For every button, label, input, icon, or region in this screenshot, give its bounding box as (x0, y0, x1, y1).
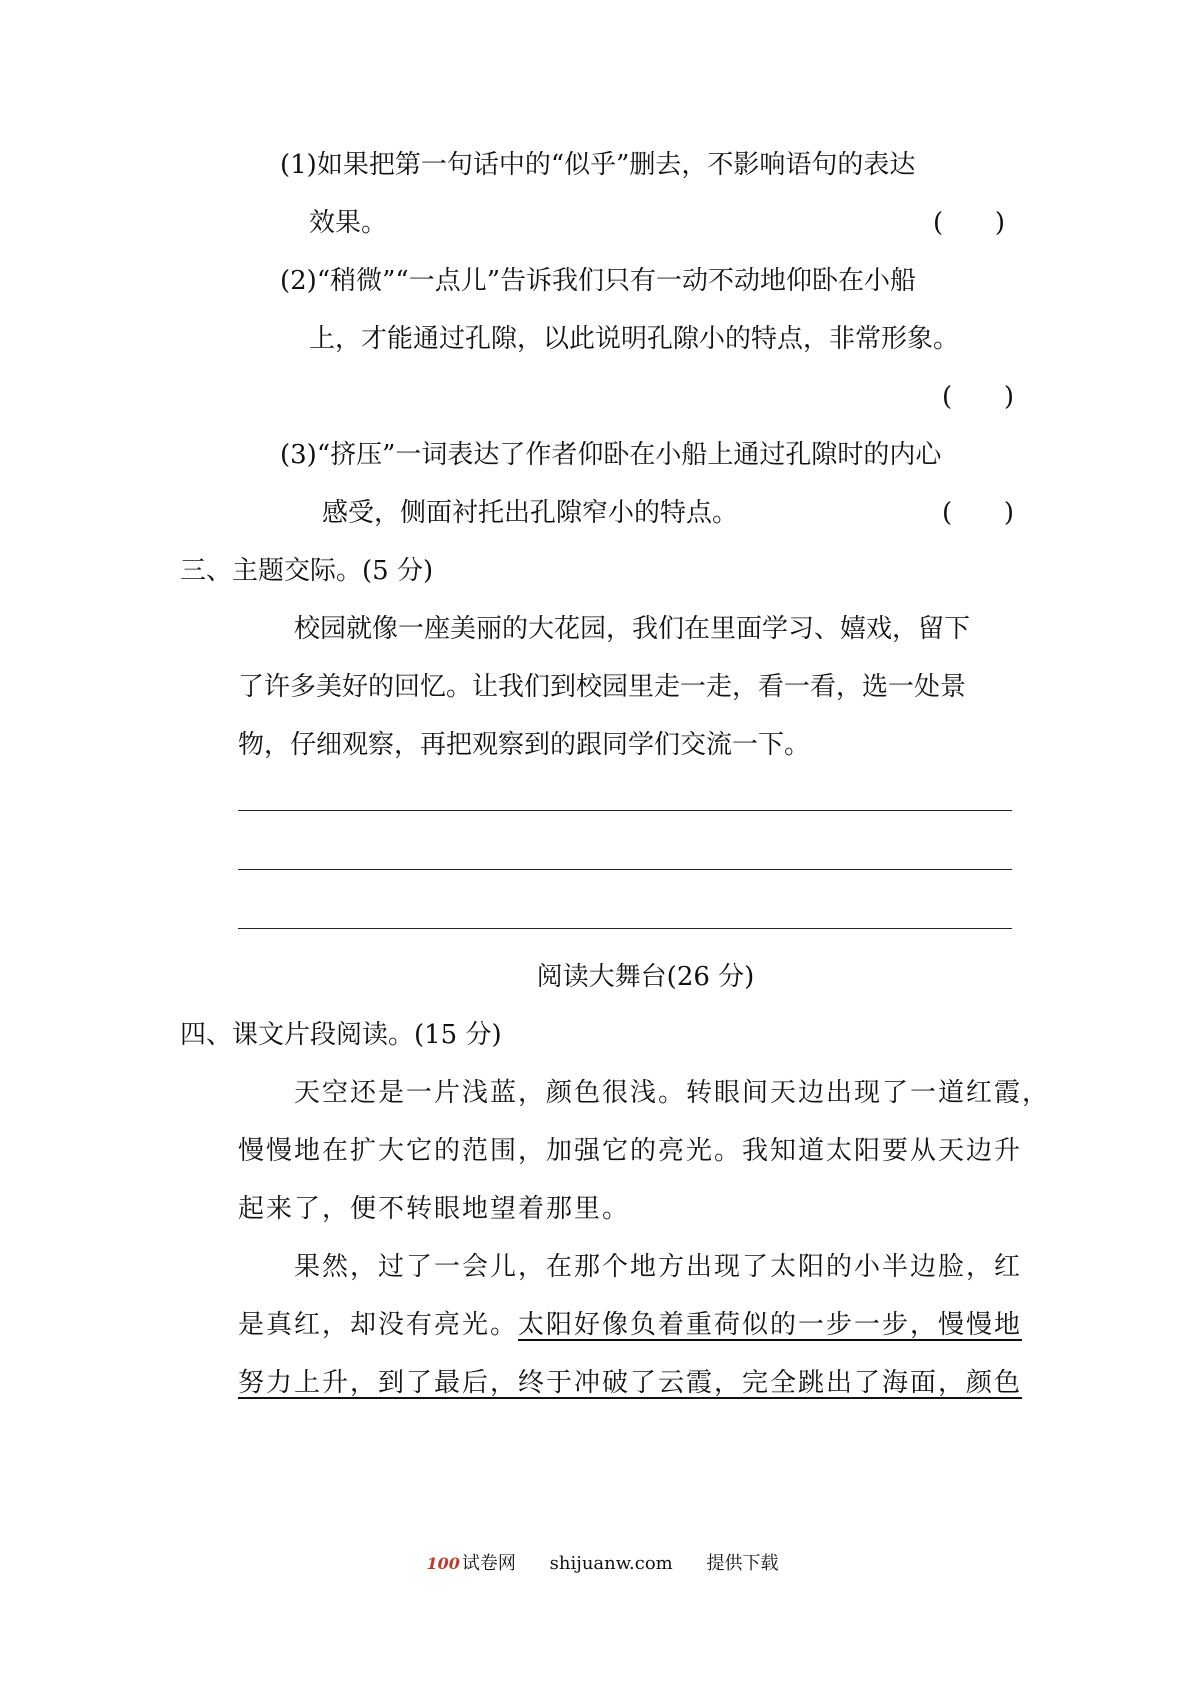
section-4-title: 四、课文片段阅读。(15 分) (180, 1020, 502, 1050)
section-3-text-line-1: 校园就像一座美丽的大花园，我们在里面学习、嬉戏，留下 (294, 614, 971, 644)
question-1-line-2: 效果。 (309, 208, 388, 238)
paren-open: ( (942, 498, 953, 528)
paren-open: ( (933, 208, 944, 238)
passage-p1-line-3: 起来了，便不转眼地望着那里。 (238, 1194, 631, 1224)
section-3-text-line-2: 了许多美好的回忆。让我们到校园里走一走，看一看，选一处景 (238, 672, 967, 702)
question-3-line-1: (3)“挤压”一词表达了作者仰卧在小船上通过孔隙时的内心 (280, 440, 942, 470)
paren-close: ) (994, 208, 1005, 238)
section-3-text-line-3: 物，仔细观察，再把观察到的跟同学们交流一下。 (238, 730, 811, 760)
passage-p1-line-1: 天空还是一片浅蓝，颜色很浅。转眼间天边出现了一道红霞， (294, 1078, 1051, 1108)
paren-close: ) (1003, 498, 1014, 528)
paren-close: ) (1003, 382, 1014, 412)
answer-parens-3[interactable] (942, 496, 1014, 530)
question-3-line-2: 感受，侧面衬托出孔隙窄小的特点。 (322, 498, 739, 528)
reading-section-heading: 阅读大舞台(26 分) (536, 962, 755, 992)
footer (0, 1552, 1191, 1576)
passage-underlined-text: 太阳好像负着重荷似的一步一步，慢慢地 (518, 1310, 1023, 1340)
answer-line-1[interactable] (238, 810, 1012, 811)
paren-open: ( (942, 382, 953, 412)
passage-p2-line-3: 努力上升，到了最后，终于冲破了云霞，完全跳出了海面，颜色 (238, 1368, 1023, 1398)
footer-brand (413, 1553, 516, 1574)
answer-line-2[interactable] (238, 869, 1012, 870)
answer-line-3[interactable] (238, 928, 1012, 929)
passage-p2-line-1: 果然，过了一会儿，在那个地方出现了太阳的小半边脸，红 (294, 1252, 1023, 1282)
passage-p1-line-2: 慢慢地在扩大它的范围，加强它的亮光。我知道太阳要从天边升 (238, 1136, 1023, 1166)
question-2-line-1: (2)“稍微”“一点儿”告诉我们只有一动不动地仰卧在小船 (280, 266, 916, 296)
logo-100-icon: 100 (426, 1554, 460, 1573)
footer-note: 提供下载 (706, 1553, 779, 1574)
answer-parens-2[interactable] (942, 380, 1014, 414)
passage-plain-text: 是真红，却没有亮光。 (238, 1310, 519, 1340)
footer-domain[interactable]: shijuanw.com (549, 1553, 673, 1574)
question-2-line-2: 上，才能通过孔隙，以此说明孔隙小的特点，非常形象。 (309, 324, 960, 354)
passage-p2-line-2 (238, 1308, 1022, 1342)
footer-site-name: 试卷网 (461, 1553, 516, 1574)
answer-parens-1[interactable] (933, 206, 1005, 240)
section-3-title: 三、主题交际。(5 分) (180, 556, 434, 586)
question-1-line-1: (1)如果把第一句话中的“似乎”删去，不影响语句的表达 (280, 150, 916, 180)
